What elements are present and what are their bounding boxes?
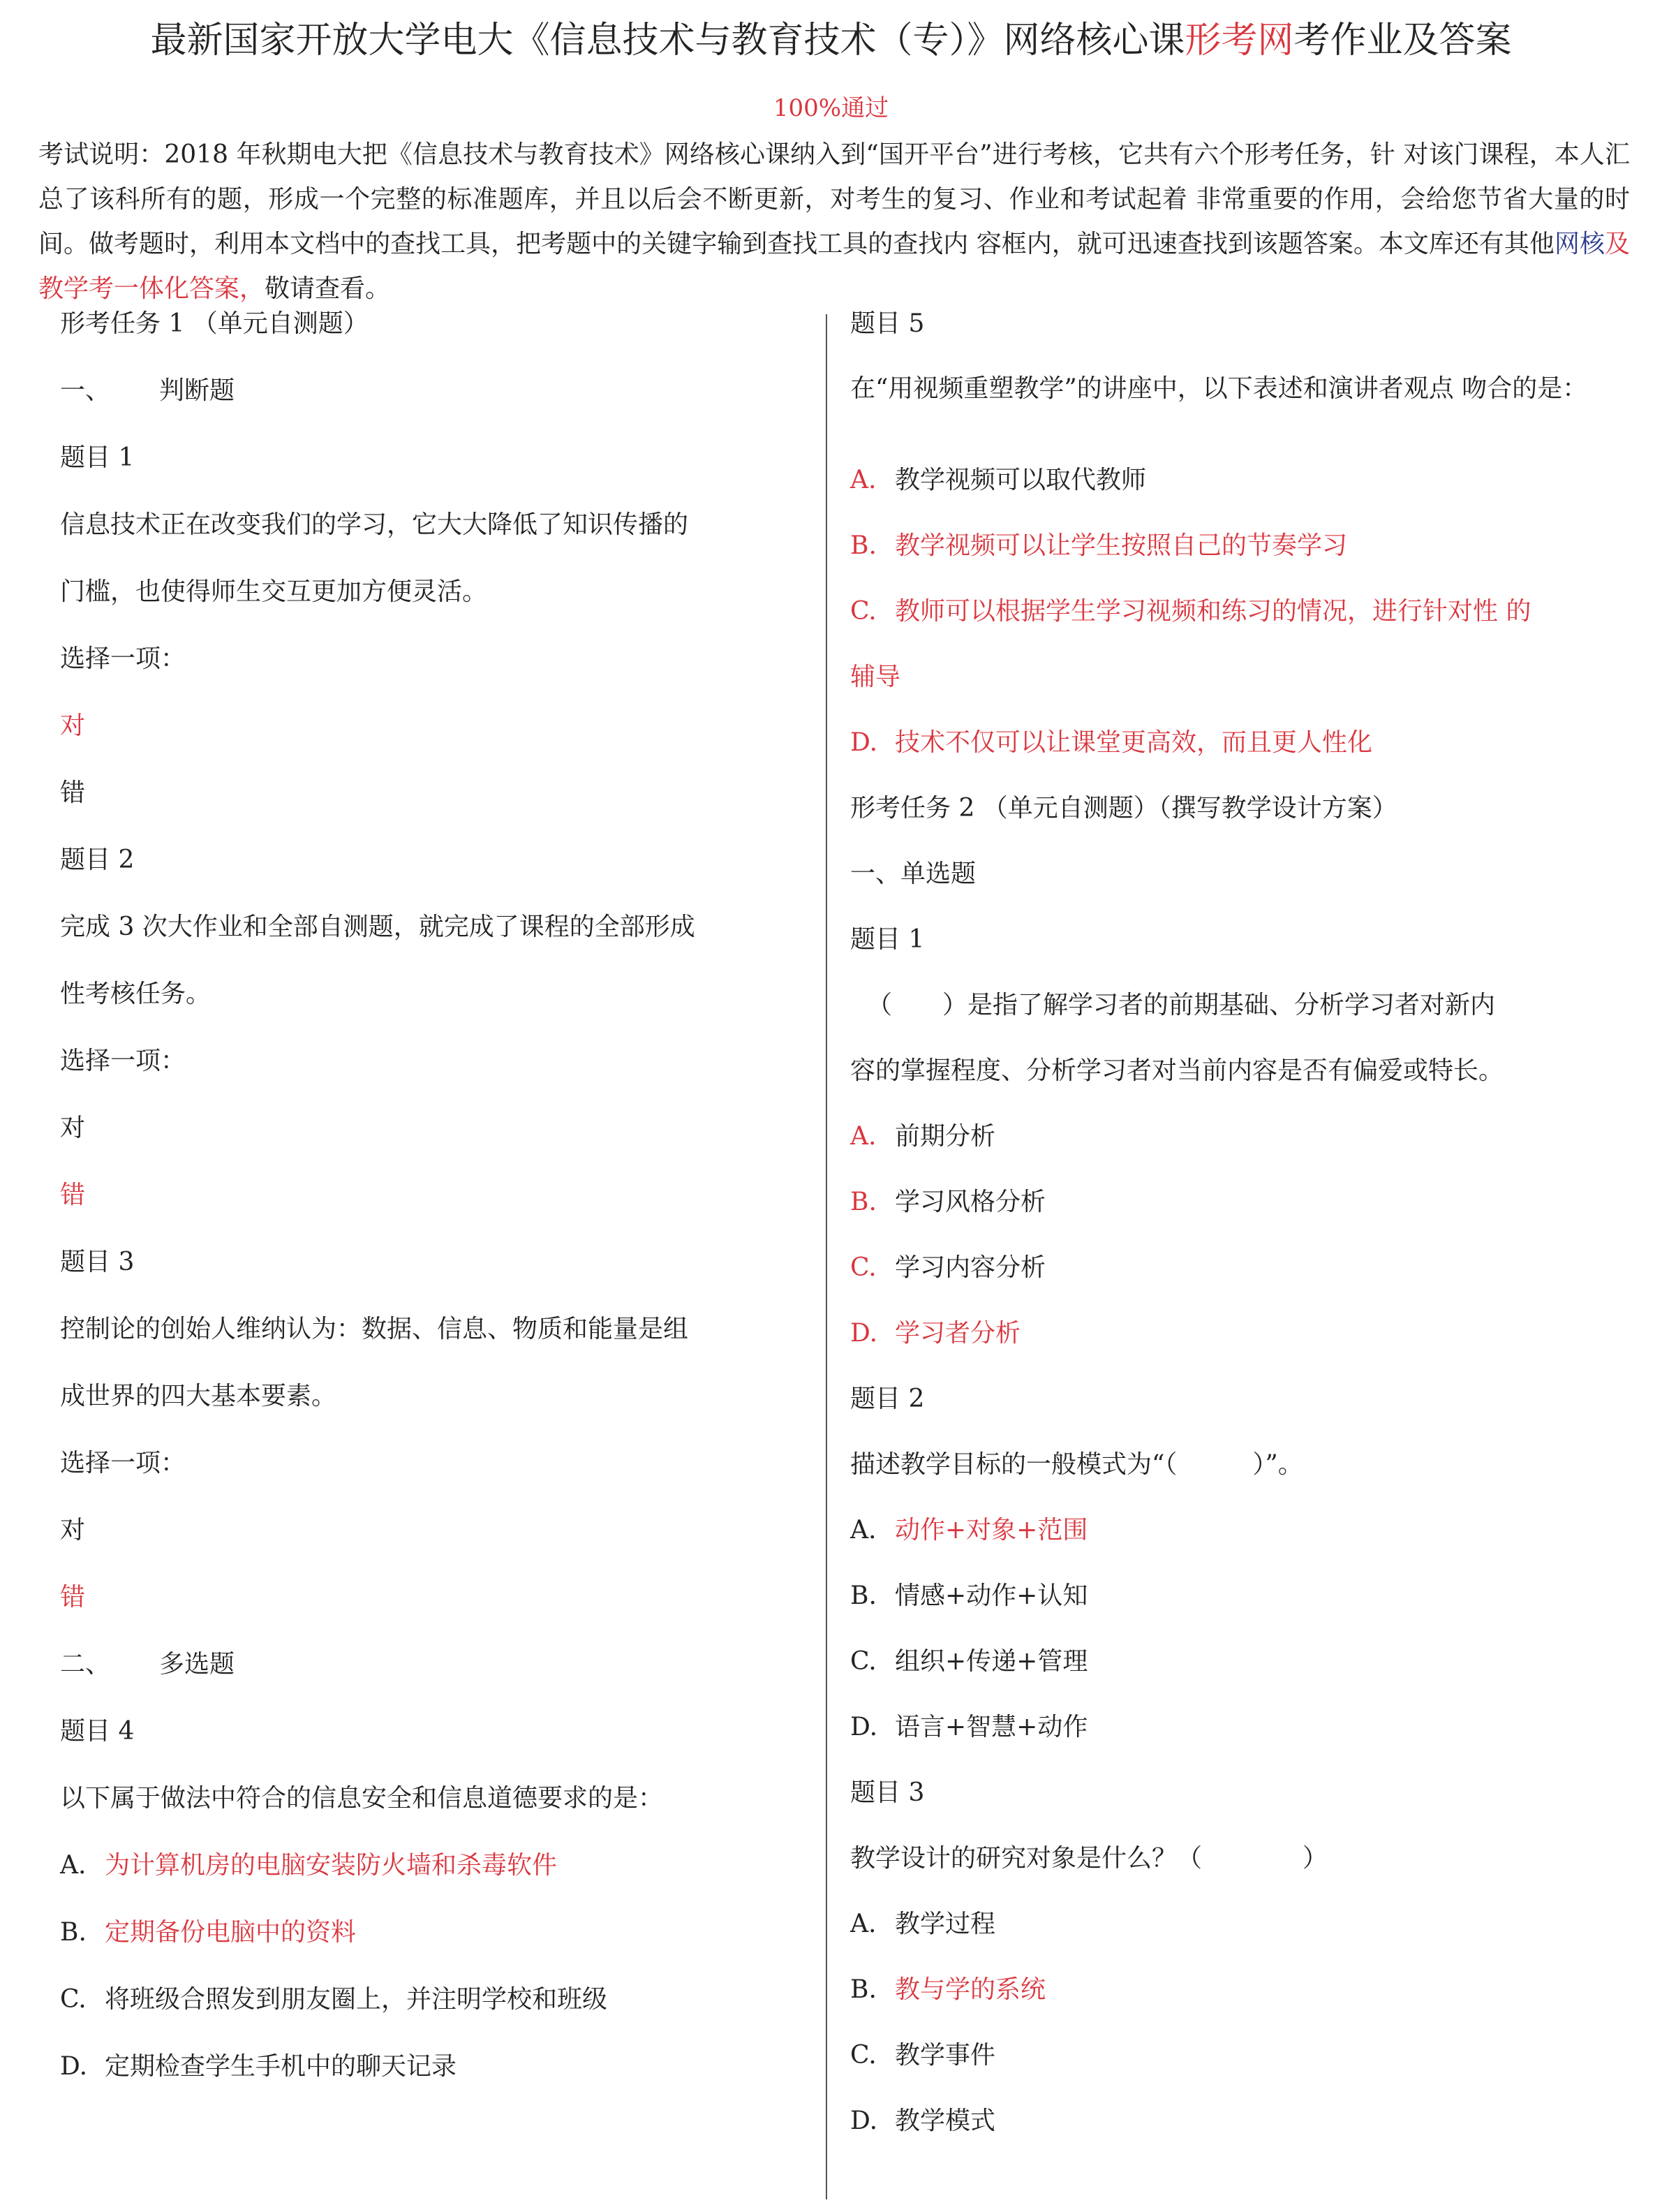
option-text: 技术不仅可以让课堂更高效，而且更人性化 <box>895 728 1373 757</box>
section-label: 多选题 <box>159 1650 235 1679</box>
option-text: 情感+动作+认知 <box>895 1581 1088 1610</box>
intro-tail: 敬请查看。 <box>265 274 391 303</box>
question-text: 以下属于做法中符合的信息安全和信息道德要求的是： <box>60 1784 664 1813</box>
intro-link-sep: 及 <box>1604 230 1630 258</box>
option-c[interactable] <box>850 1639 1604 1705</box>
option-letter: A. <box>850 1910 877 1938</box>
option-text: 教学事件 <box>895 2041 996 2070</box>
option-letter: C. <box>60 1985 87 2014</box>
option-b[interactable] <box>850 524 1604 589</box>
option-text: 教与学的系统 <box>895 1975 1046 2004</box>
option-b[interactable] <box>850 1968 1604 2033</box>
option-letter: A. <box>850 1516 877 1544</box>
answer-false[interactable]: 错 <box>60 779 86 807</box>
title-highlight: 形考网 <box>1185 20 1294 61</box>
option-a[interactable] <box>850 1508 1604 1574</box>
section-number: 二、 <box>60 1650 111 1679</box>
left-column <box>60 302 814 2111</box>
question-text: 在“用视频重塑教学”的讲座中，以下表述和演讲者观点 吻合的是： <box>850 374 1588 403</box>
exam-intro <box>38 133 1630 311</box>
section-label: 判断题 <box>159 376 235 405</box>
option-letter: B. <box>850 1581 877 1610</box>
page-title <box>0 13 1662 68</box>
option-d[interactable] <box>850 1705 1604 1771</box>
question-title: 题目 2 <box>60 846 135 874</box>
option-letter: D. <box>850 1319 878 1348</box>
option-b[interactable] <box>850 1574 1604 1639</box>
option-letter: C. <box>850 2041 877 2070</box>
intro-link-answers[interactable]: 教学考一体化答案， <box>38 274 265 303</box>
option-letter: D. <box>850 2107 878 2135</box>
option-d[interactable] <box>850 2099 1604 2165</box>
question-title: 题目 3 <box>850 1778 925 1807</box>
option-letter: A. <box>60 1851 87 1880</box>
option-letter: A. <box>850 1122 877 1151</box>
question-title: 题目 4 <box>60 1717 135 1746</box>
option-a[interactable] <box>60 1843 814 1910</box>
question-text: 容的掌握程度、分析学习者对当前内容是否有偏爱或特长。 <box>850 1056 1504 1085</box>
option-d[interactable] <box>850 721 1604 786</box>
option-c-continued: 辅导 <box>850 663 901 691</box>
answer-true[interactable]: 对 <box>60 711 86 740</box>
option-text: 动作+对象+范围 <box>895 1516 1088 1544</box>
question-text: 性考核任务。 <box>60 980 212 1008</box>
question-title: 题目 1 <box>850 925 925 954</box>
choose-prompt: 选择一项： <box>60 1047 186 1075</box>
option-c[interactable] <box>60 1977 814 2044</box>
answer-false[interactable]: 错 <box>60 1583 86 1612</box>
option-a[interactable] <box>850 458 1604 524</box>
question-text: 成世界的四大基本要素。 <box>60 1382 337 1410</box>
option-text: 教学视频可以取代教师 <box>895 466 1147 494</box>
option-text: 学习内容分析 <box>895 1253 1046 1282</box>
option-letter: D. <box>850 1713 878 1741</box>
option-letter: C. <box>850 1253 877 1282</box>
question-text: 控制论的创始人维纳认为：数据、信息、物质和能量是组 <box>60 1315 689 1343</box>
task1-heading: 形考任务 1 （单元自测题） <box>60 309 369 338</box>
option-d[interactable] <box>850 1311 1604 1377</box>
option-b[interactable] <box>60 1910 814 1977</box>
column-divider <box>826 314 827 2199</box>
choose-prompt: 选择一项： <box>60 644 186 673</box>
question-title: 题目 5 <box>850 309 925 338</box>
option-text: 教学视频可以让学生按照自己的节奏学习 <box>895 531 1348 560</box>
option-text: 定期备份电脑中的资料 <box>105 1918 357 1947</box>
title-tail: 考作业及答案 <box>1293 20 1512 61</box>
option-a[interactable] <box>850 1114 1604 1180</box>
question-text: 门槛，也使得师生交互更加方便灵活。 <box>60 577 488 606</box>
option-text: 学习风格分析 <box>895 1188 1046 1216</box>
question-text: （ ）是指了解学习者的前期基础、分析学习者对新内 <box>867 991 1496 1019</box>
option-letter: B. <box>60 1918 87 1947</box>
option-letter: C. <box>850 597 877 626</box>
question-title: 题目 1 <box>60 443 135 472</box>
intro-link-net[interactable]: 网核 <box>1554 230 1605 258</box>
option-letter: D. <box>60 2052 88 2081</box>
option-letter: D. <box>850 728 878 757</box>
option-text: 组织+传递+管理 <box>895 1647 1088 1676</box>
question-title: 题目 3 <box>60 1248 135 1276</box>
option-text: 定期检查学生手机中的聊天记录 <box>105 2052 457 2081</box>
answer-false[interactable]: 错 <box>60 1181 86 1209</box>
option-letter: A. <box>850 466 877 494</box>
option-b[interactable] <box>850 1180 1604 1246</box>
option-letter: B. <box>850 531 877 560</box>
option-text: 教学过程 <box>895 1910 996 1938</box>
option-text: 为计算机房的电脑安装防火墙和杀毒软件 <box>105 1851 558 1880</box>
option-text: 教学模式 <box>895 2107 996 2135</box>
choose-prompt: 选择一项： <box>60 1449 186 1477</box>
question-text: 描述教学目标的一般模式为“（ ）”。 <box>850 1450 1303 1479</box>
question-text: 教学设计的研究对象是什么？（ ） <box>850 1844 1328 1873</box>
question-text: 完成 3 次大作业和全部自测题，就完成了课程的全部形成 <box>60 913 695 941</box>
option-c[interactable] <box>850 2033 1604 2099</box>
option-letter: B. <box>850 1975 877 2004</box>
option-letter: B. <box>850 1188 877 1216</box>
option-d[interactable] <box>60 2044 814 2111</box>
answer-true[interactable]: 对 <box>60 1114 86 1142</box>
option-a[interactable] <box>850 1902 1604 1968</box>
pass-rate: 100%通过 <box>773 94 889 122</box>
question-title: 题目 2 <box>850 1385 925 1413</box>
option-text: 学习者分析 <box>895 1319 1021 1348</box>
right-column <box>850 302 1604 2165</box>
title-main: 最新国家开放大学电大《信息技术与教育技术（专）》网络核心课 <box>150 20 1185 61</box>
option-text: 将班级合照发到朋友圈上，并注明学校和班级 <box>105 1985 608 2014</box>
section-heading-judge <box>60 369 814 436</box>
intro-text: 考试说明：2018 年秋期电大把《信息技术与教育技术》网络核心课纳入到“国开平台”进行考核，它共有六个形考任务，针 对该门课程，本人汇总了该科所有的题，形成一个完整的标准题库，并且以后会不断更新，对考生的复习、作业和考试起着 非常重要的作用，会给您节省大量的时间。做考题时，利用本文档中的查找工具，把考题中的关键字输到查找工具的查找内 容框内，就可迅速查找到该题答案。本文库还有其他 <box>38 140 1630 258</box>
section-heading-multi <box>60 1642 814 1709</box>
task2-heading: 形考任务 2 （单元自测题）（撰写教学设计方案） <box>850 794 1397 823</box>
option-text: 前期分析 <box>895 1122 996 1151</box>
option-letter: C. <box>850 1647 877 1676</box>
option-text: 教师可以根据学生学习视频和练习的情况，进行针对性 的 <box>895 597 1531 626</box>
question-text: 信息技术正在改变我们的学习，它大大降低了知识传播的 <box>60 510 689 539</box>
section-heading-single: 一、单选题 <box>850 860 977 888</box>
answer-true[interactable]: 对 <box>60 1516 86 1544</box>
option-c[interactable] <box>850 589 1604 655</box>
option-c[interactable] <box>850 1246 1604 1311</box>
option-text: 语言+智慧+动作 <box>895 1713 1088 1741</box>
section-number: 一、 <box>60 376 111 405</box>
